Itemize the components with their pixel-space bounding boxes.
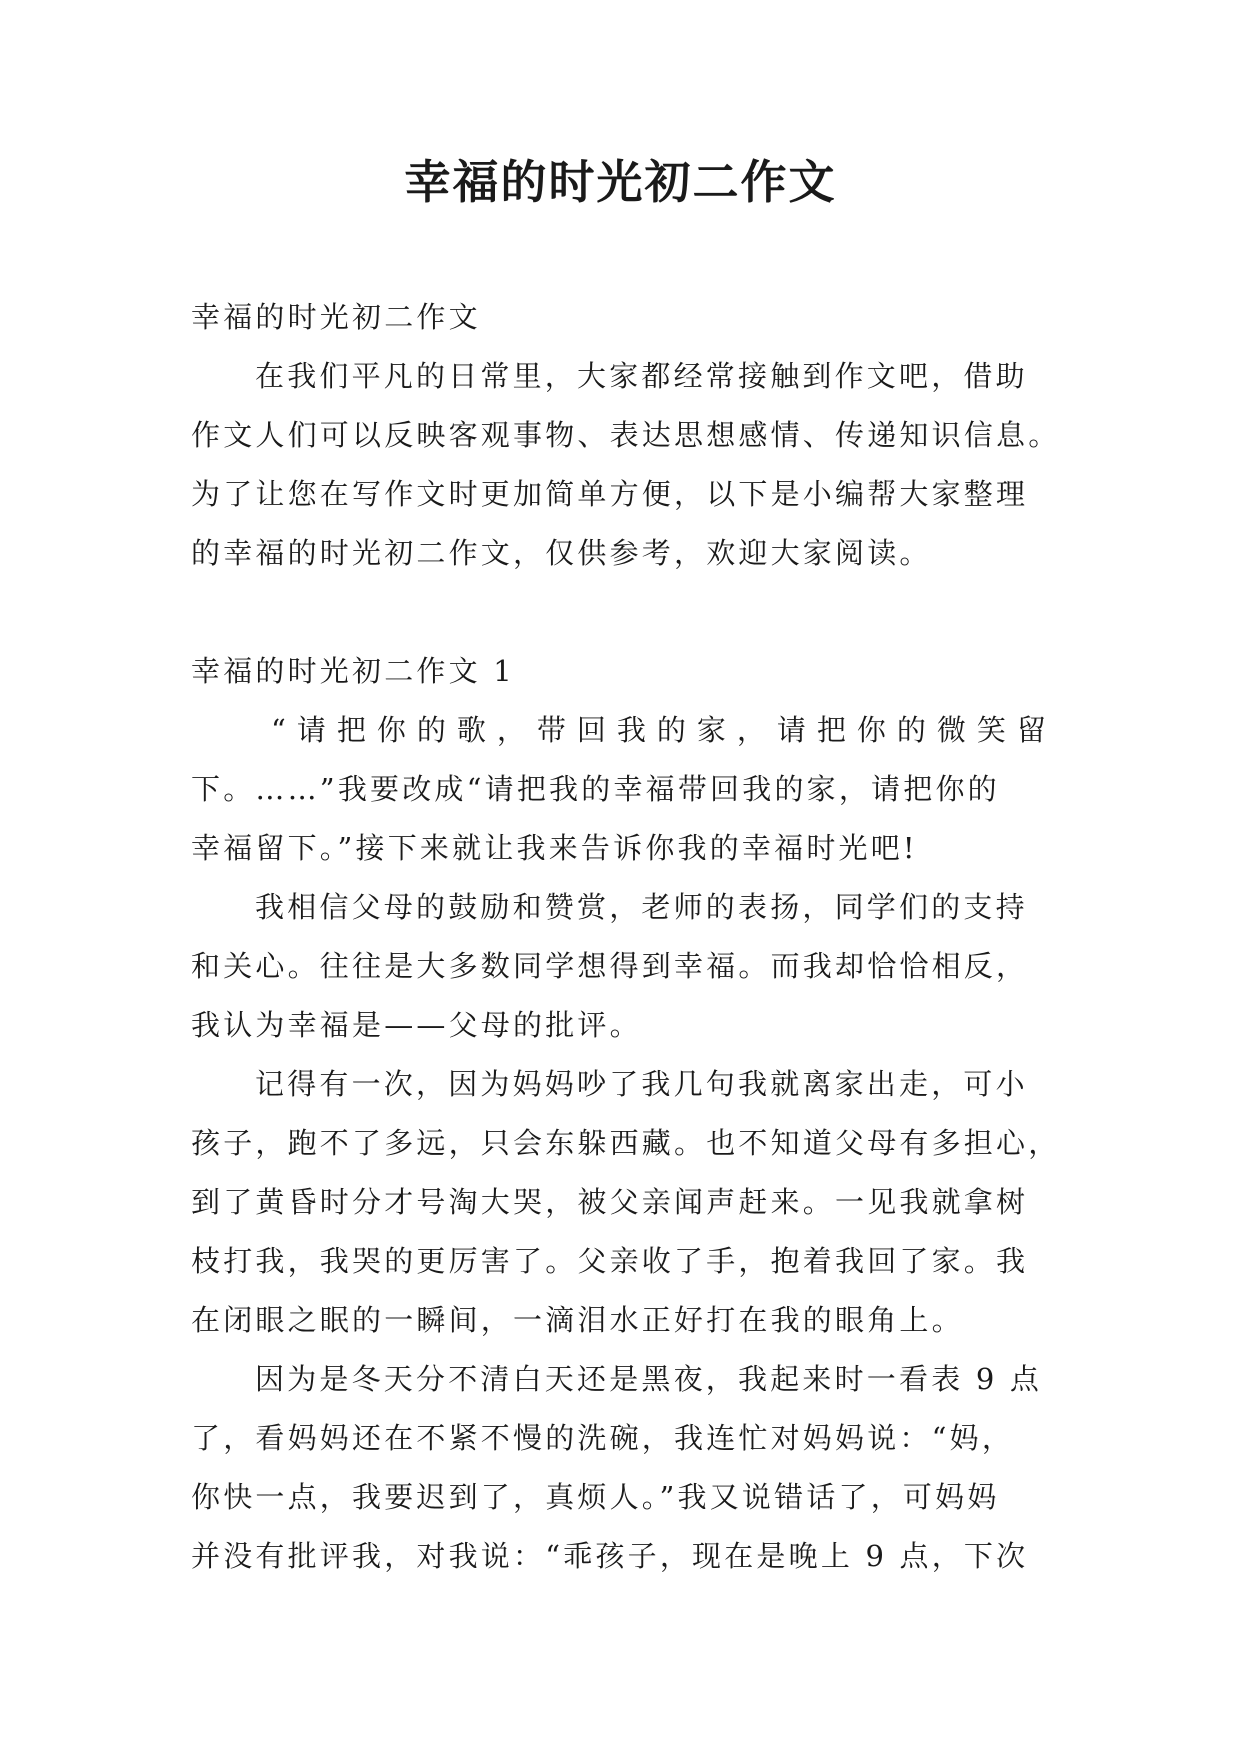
paragraph-line: 为了让您在写作文时更加简单方便，以下是小编帮大家整理: [191, 477, 1029, 511]
paragraph-line: 的幸福的时光初二作文，仅供参考，欢迎大家阅读。: [191, 536, 932, 570]
paragraph-line: 在我们平凡的日常里，大家都经常接触到作文吧，借助: [255, 359, 1028, 393]
paragraph-line: 你快一点，我要迟到了，真烦人。”我又说错话了，可妈妈: [191, 1480, 1000, 1514]
document-title: 幸福的时光初二作文: [404, 155, 837, 209]
paragraph-line: 我认为幸福是——父母的批评。: [191, 1008, 642, 1042]
paragraph-line: 了，看妈妈还在不紧不慢的洗碗，我连忙对妈妈说：“妈，: [191, 1421, 1015, 1455]
paragraph-line: 在闭眼之眠的一瞬间，一滴泪水正好打在我的眼角上。: [191, 1303, 964, 1337]
section-heading: 幸福的时光初二作文 1: [191, 654, 515, 688]
paragraph-line: 枝打我，我哭的更厉害了。父亲收了手，抱着我回了家。我: [191, 1244, 1029, 1278]
paragraph-line: 记得有一次，因为妈妈吵了我几句我就离家出走，可小: [255, 1067, 1028, 1101]
paragraph-line: 到了黄昏时分才号淘大哭，被父亲闻声赶来。一见我就拿树: [191, 1185, 1029, 1219]
paragraph-line: 和关心。往往是大多数同学想得到幸福。而我却恰恰相反，: [191, 949, 1029, 983]
paragraph-line: 因为是冬天分不清白天还是黑夜，我起来时一看表 9 点: [255, 1362, 1043, 1396]
paragraph-line: 幸福留下。”接下来就让我来告诉你我的幸福时光吧!: [191, 831, 918, 865]
paragraph-line: 孩子，跑不了多远，只会东躲西藏。也不知道父母有多担心，: [191, 1126, 1061, 1160]
paragraph-line: 下。……”我要改成“请把我的幸福带回我的家，请把你的: [191, 772, 1000, 806]
paragraph-line: 作文人们可以反映客观事物、表达思想感情、传递知识信息。: [191, 418, 1061, 452]
blank-line: [191, 583, 1053, 642]
paragraph-line: “请把你的歌，带回我的家，请把你的微笑留: [271, 713, 1057, 747]
paragraph-line: 我相信父母的鼓励和赞赏，老师的表扬，同学们的支持: [255, 890, 1028, 924]
subheading: 幸福的时光初二作文: [191, 300, 481, 334]
paragraph-line: 并没有批评我，对我说：“乖孩子，现在是晚上 9 点，下次: [191, 1539, 1029, 1573]
document-body: [191, 288, 1061, 1586]
